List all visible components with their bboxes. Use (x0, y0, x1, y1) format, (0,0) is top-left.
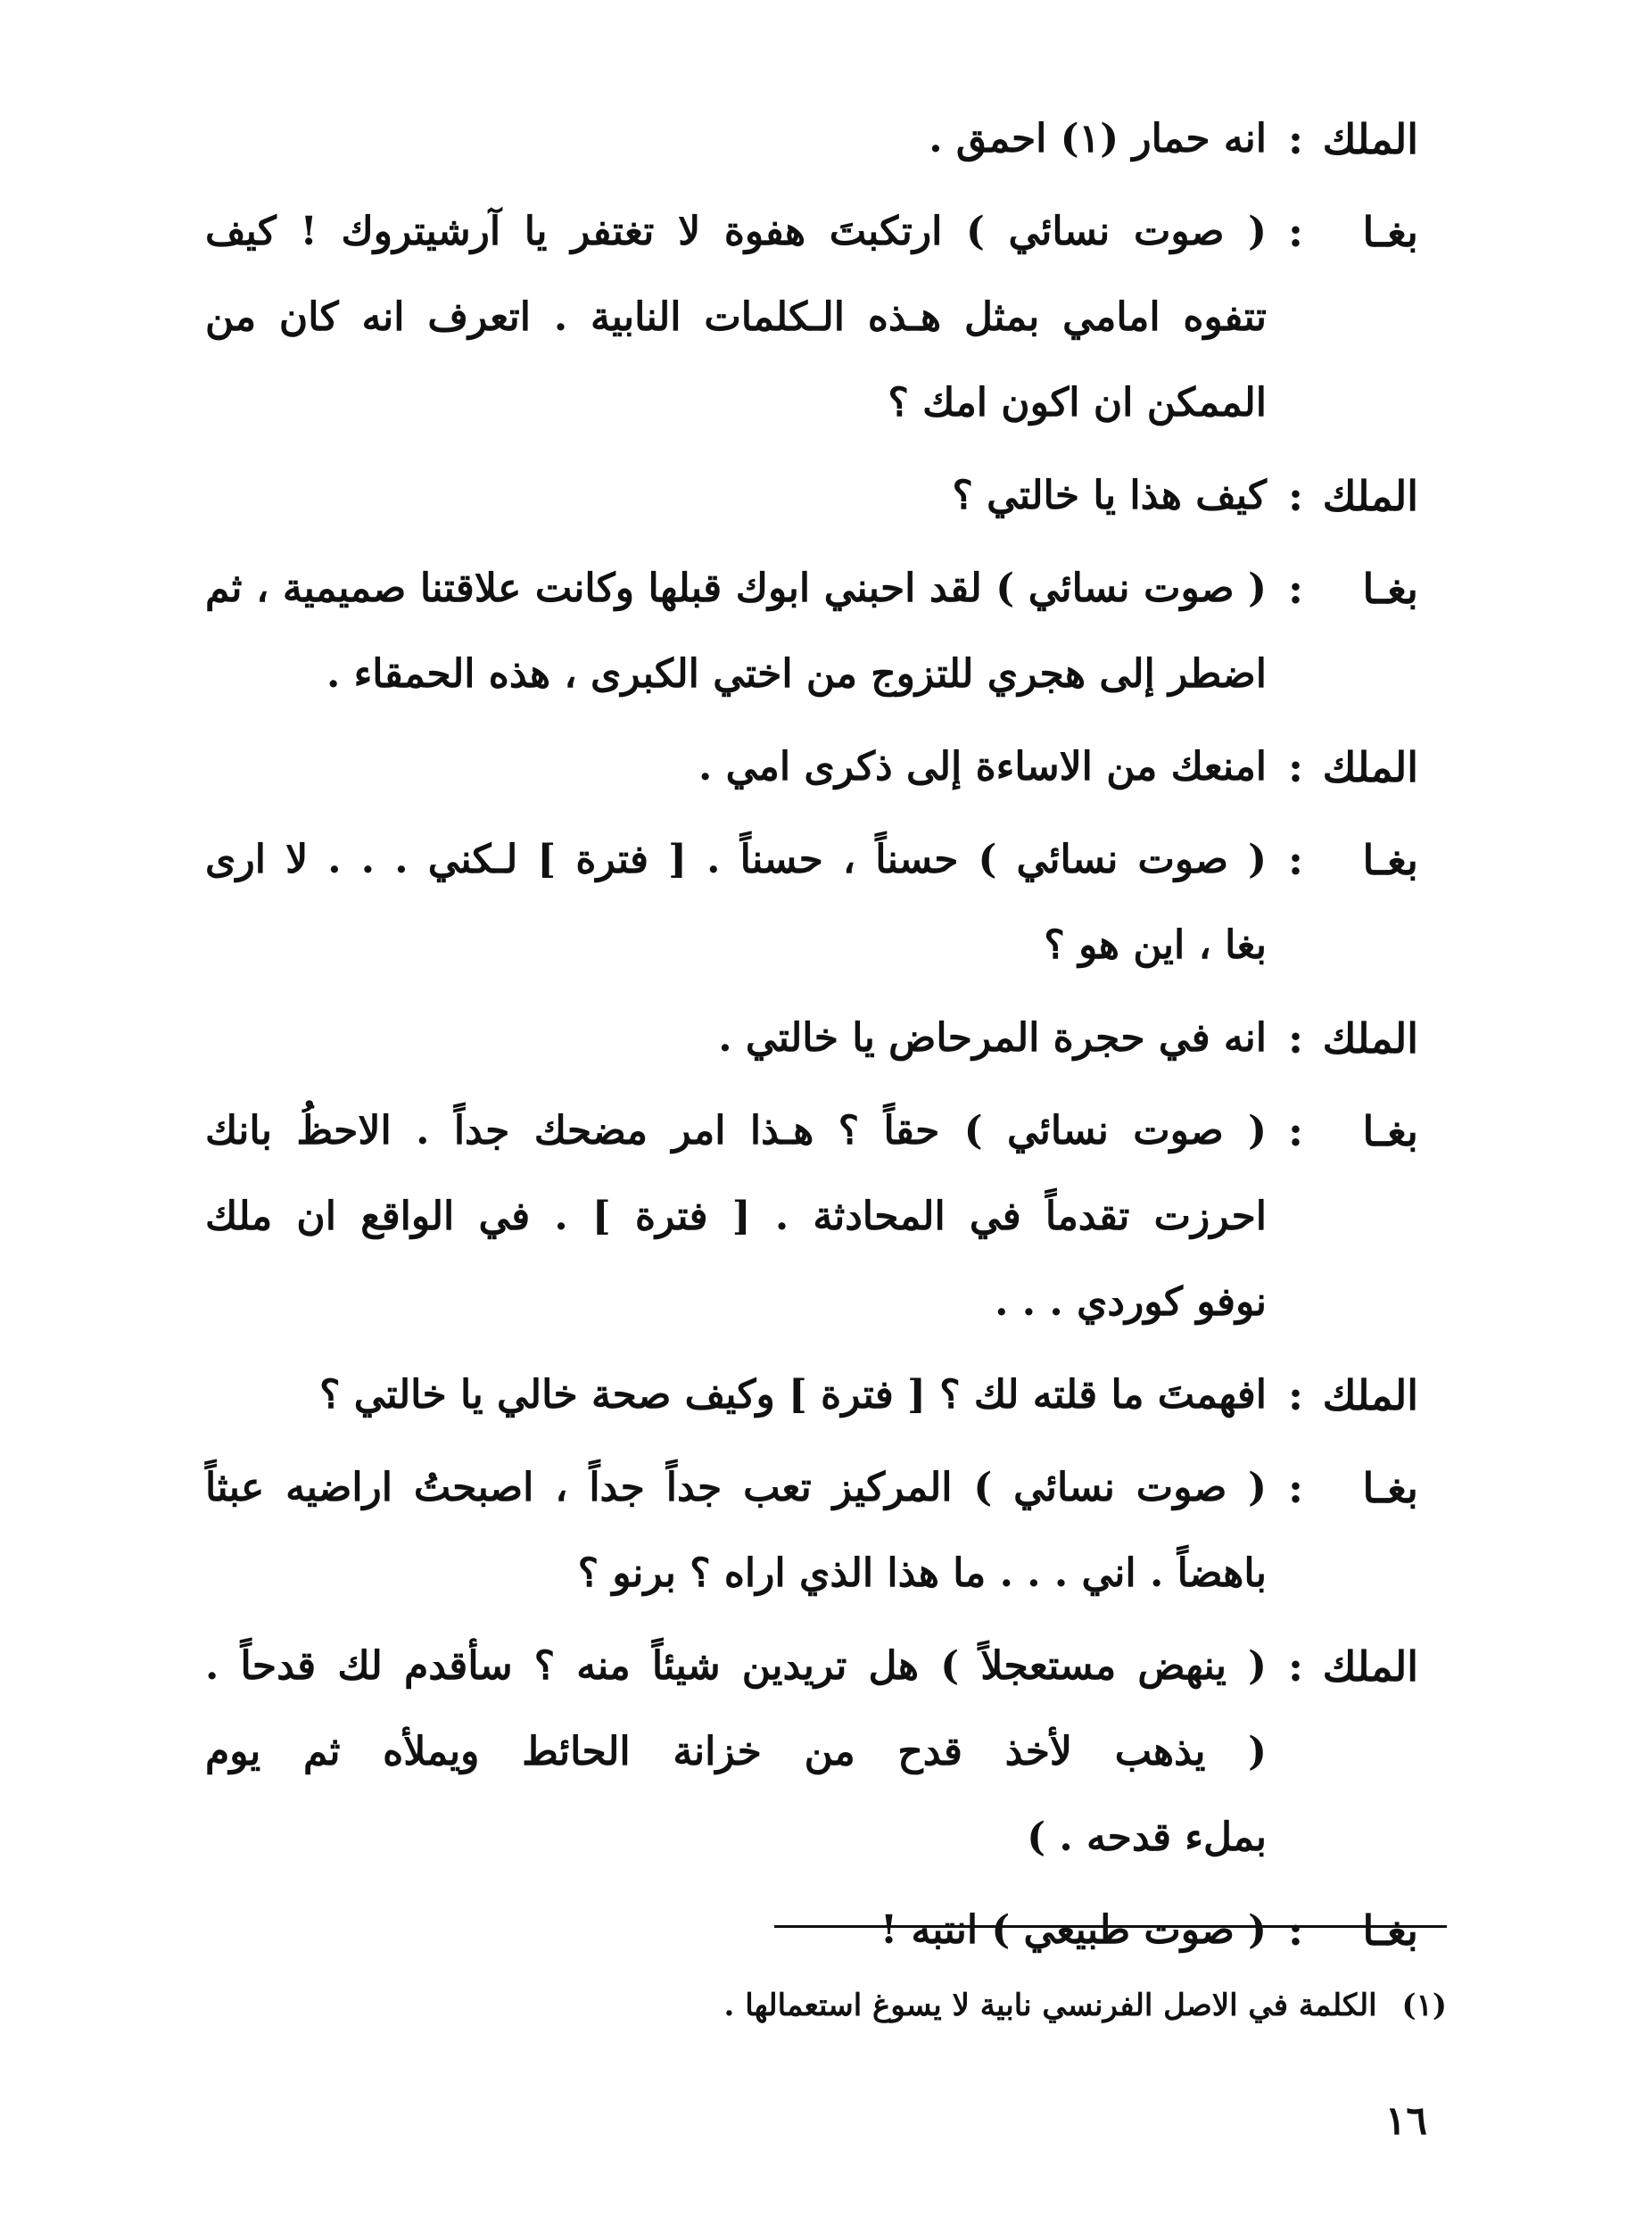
dialogue-line: احرزت تقدماً في المحادثة . [ فترة ] . في الواقع ان ملك (205, 1194, 1267, 1239)
dialogue-entry (205, 724, 1418, 810)
dialogue-line: باهضاً . اني . . . ما هذا الذي اراه ؟ برنو ؟ (577, 1550, 1267, 1596)
dialogue-line: افهمتَ ما قلته لك ؟ [ فترة ] وكيف صحة خالي يا خالتي ؟ (319, 1372, 1267, 1418)
dialogue-entry (205, 1088, 1418, 1345)
speaker-name: الملك : (1288, 115, 1418, 163)
dialogue-line: كيف هذا يا خالتي ؟ (952, 473, 1267, 518)
dialogue-line: ( صوت نسائي ) ارتكبتَ هفوة لا تغتفر يا آرشيتروك ! كيف (205, 209, 1267, 254)
dialogue-line: ( صوت طبيعي ) انتبه ! (880, 1907, 1267, 1953)
page-number: ١٦ (1384, 2098, 1427, 2144)
speaker-name: الملك : (1288, 1371, 1418, 1419)
dialogue-line: انه في حجرة المرحاض يا خالتي . (718, 1015, 1267, 1061)
dialogue-line: بغا ، اين هو ؟ (1044, 922, 1267, 968)
speaker-name: بغـا : (1288, 565, 1418, 613)
dialogue-entry (205, 546, 1418, 717)
dialogue-entry (205, 1445, 1418, 1617)
speaker-name: بغـا : (1288, 208, 1418, 256)
dialogue-line: ( صوت نسائي ) لقد احبني ابوك قبلها وكانت علاقتنا صميمية ، ثم (205, 566, 1267, 611)
dialogue-line: ( ينهض مستعجلاً ) هل تريدين شيئاً منه ؟ سأقدم لك قدحاً . (205, 1643, 1267, 1689)
dialogue-line: ( صوت نسائي ) المركيز تعب جداً جداً ، اصبحتُ اراضيه عبثاً (205, 1465, 1267, 1510)
speaker-name: بغـا : (1288, 836, 1418, 884)
speaker-name: الملك : (1288, 743, 1418, 791)
dialogue-entry (205, 996, 1418, 1081)
footnote (555, 1979, 1447, 2032)
dialogue-entry (205, 1352, 1418, 1438)
speaker-name: الملك : (1288, 1014, 1418, 1063)
footnote-text: الكلمة في الاصل الفرنسي نابية لا يسوغ استعمالها . (723, 1988, 1377, 2023)
dialogue-entry (205, 189, 1418, 446)
dialogue-entry (205, 817, 1418, 988)
speaker-name: الملك : (1288, 1642, 1418, 1691)
dialogue-line: نوفو كوردي . . . (995, 1279, 1267, 1325)
speaker-name: بغـا : (1288, 1464, 1418, 1512)
dialogue-line: امنعك من الاساءة إلى ذكرى امي . (698, 744, 1267, 790)
dialogue-entry (205, 453, 1418, 539)
dialogue-line: انه حمار (١) احمق . (929, 116, 1267, 161)
dialogue-body (205, 96, 1418, 1980)
speaker-name: بغـا : (1288, 1906, 1418, 1955)
stage-direction: ( يذهب لأخذ قدح من خزانة الحائط ويملأه ثم يوم (205, 1729, 1267, 1774)
speaker-name: بغـا : (1288, 1107, 1418, 1155)
dialogue-line: الممكن ان اكون امك ؟ (888, 380, 1267, 426)
dialogue-entry (205, 1624, 1418, 1881)
dialogue-entry (205, 1888, 1418, 1973)
dialogue-line: ( صوت نسائي ) حسناً ، حسناً . [ فترة ] لـكني . . . لا ارى (205, 837, 1267, 882)
stage-direction: بملء قدحه . ) (1027, 1815, 1267, 1860)
footnote-divider (774, 1925, 1447, 1928)
dialogue-entry (205, 96, 1418, 182)
speaker-name: الملك : (1288, 472, 1418, 520)
dialogue-line: تتفوه امامي بمثل هـذه الـكلمات النابية . اتعرف انه كان من (205, 294, 1267, 340)
footnote-marker: (١) (1401, 1988, 1447, 2023)
dialogue-line: اضطر إلى هجري للتزوج من اختي الكبرى ، هذه الحمقاء . (326, 651, 1267, 697)
dialogue-line: ( صوت نسائي ) حقاً ؟ هـذا امر مضحك جداً . الاحظُ بانك (205, 1108, 1267, 1153)
